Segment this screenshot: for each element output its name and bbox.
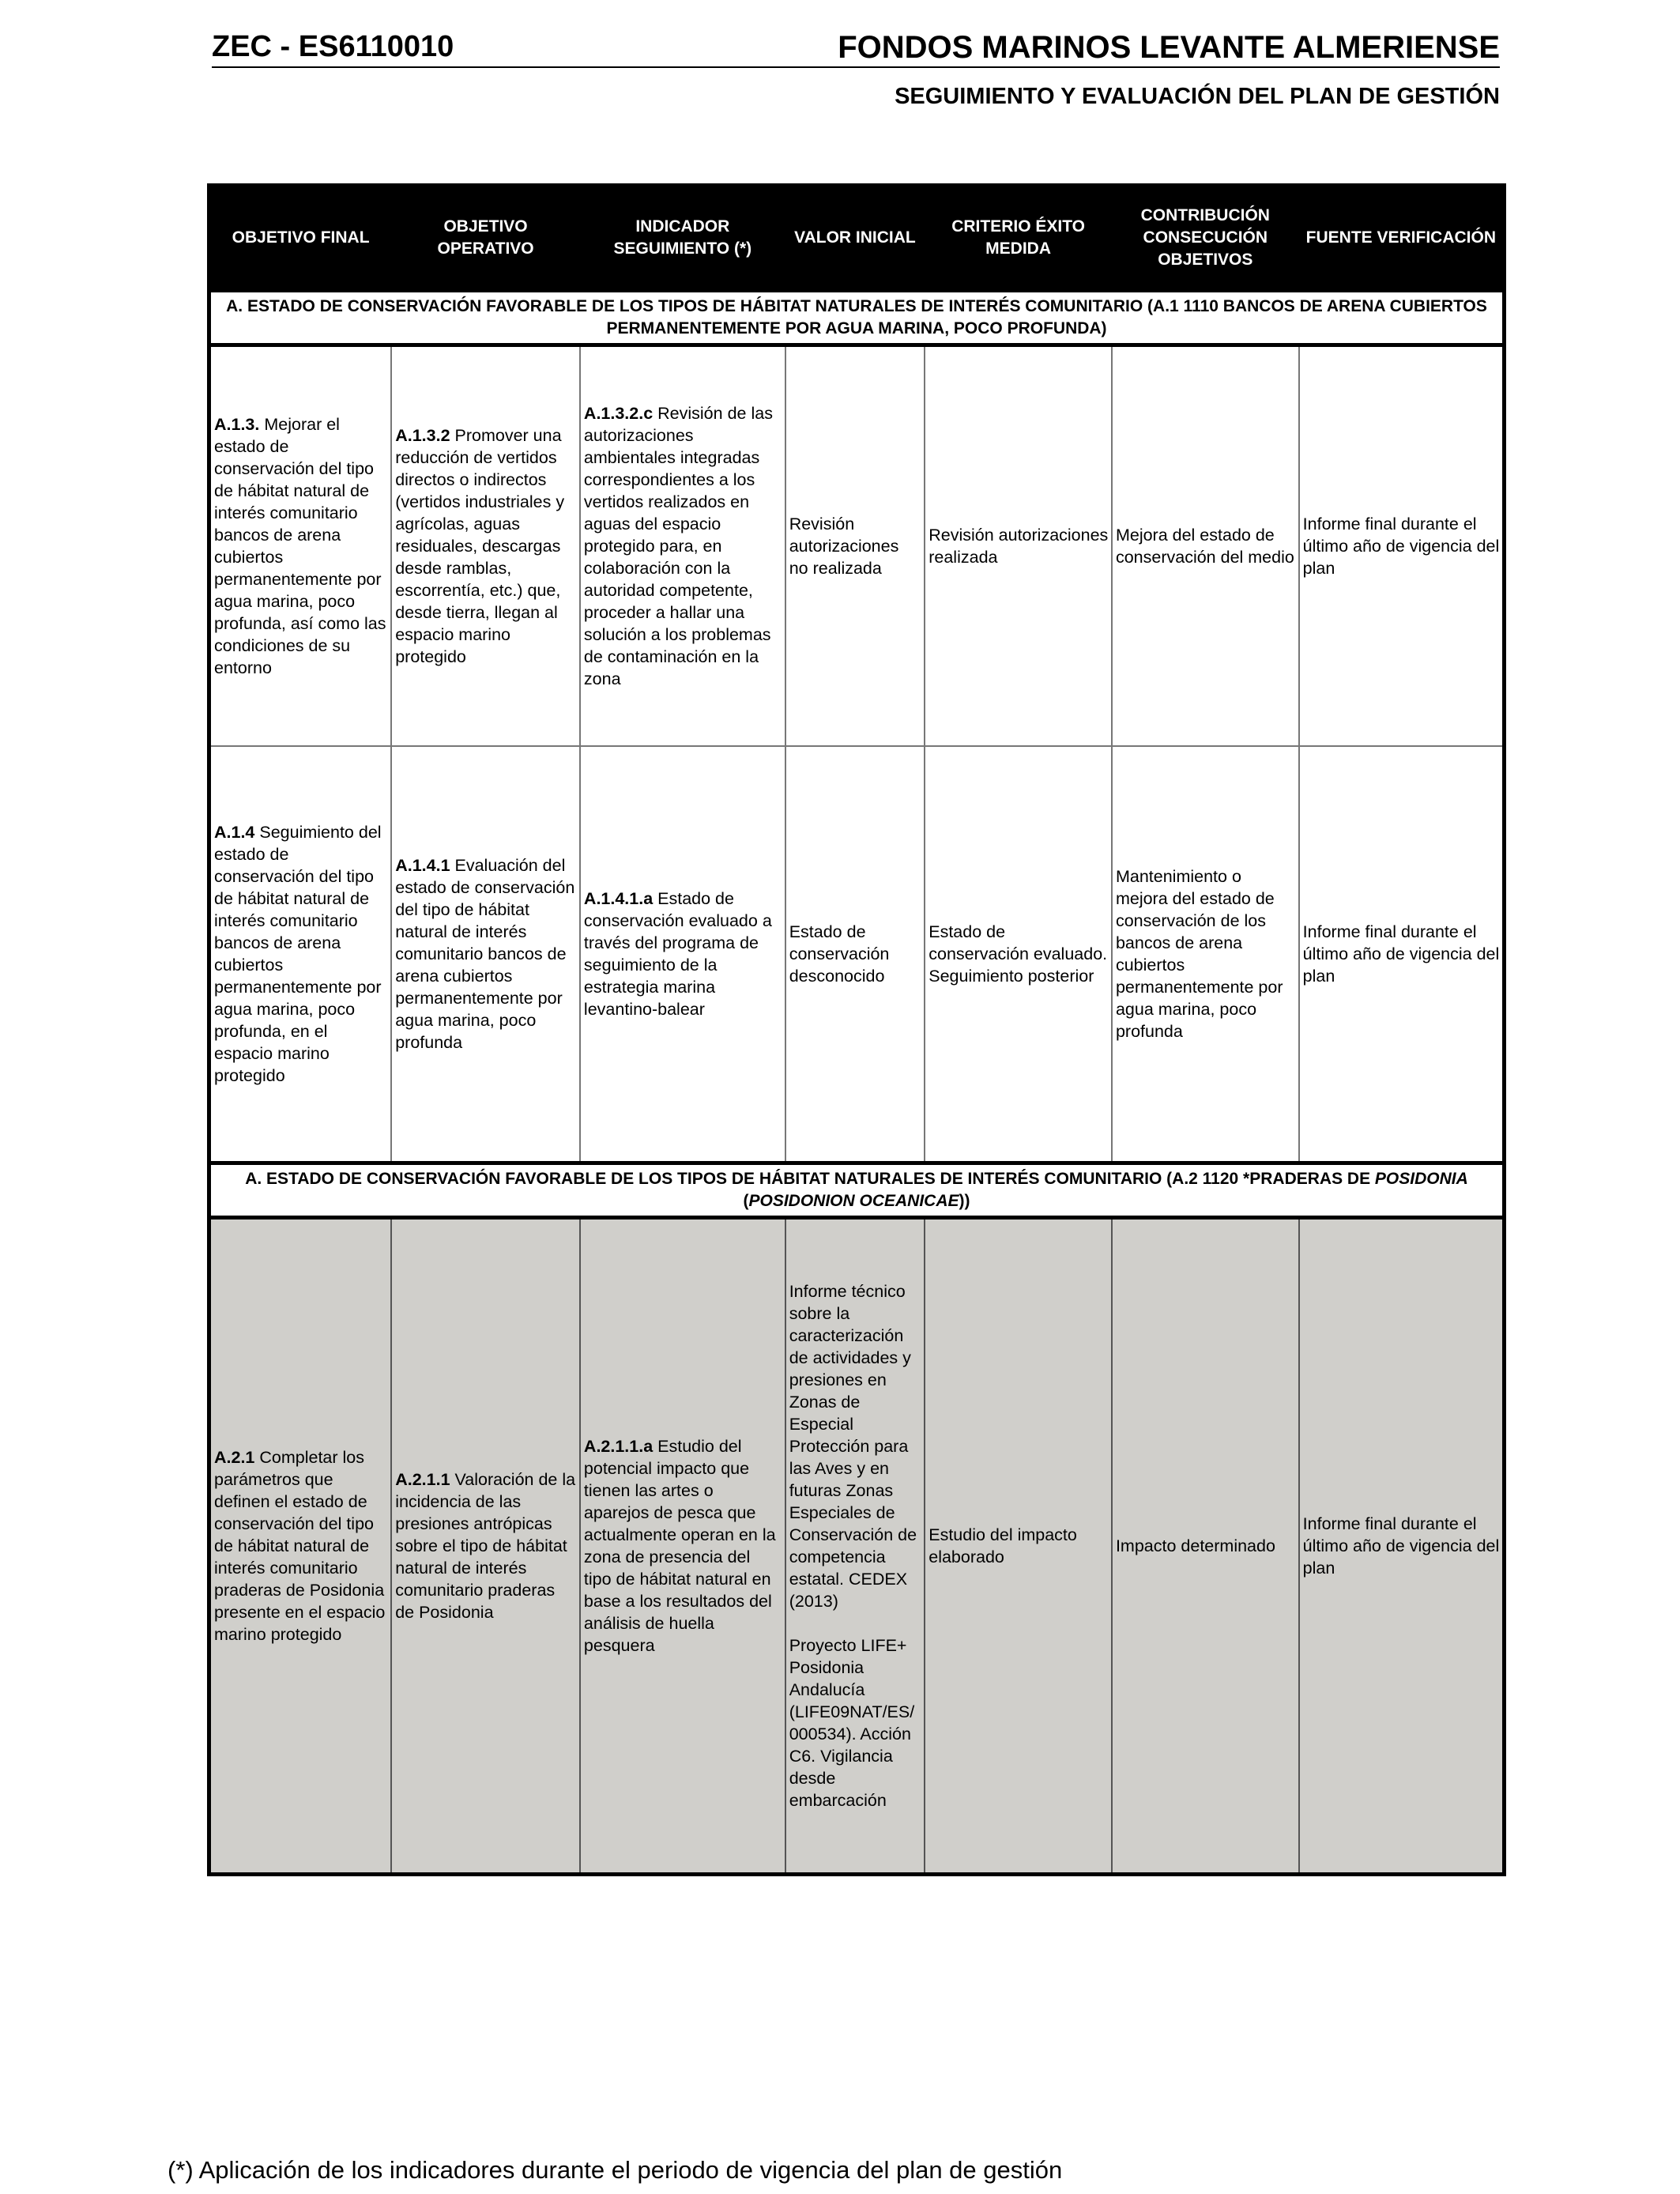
objetivo-operativo-cell bbox=[391, 345, 580, 747]
table-row bbox=[209, 345, 1505, 747]
objetivo-final-cell bbox=[209, 1218, 392, 1875]
objective-code: A.1.4 bbox=[214, 823, 255, 842]
objective-text: Seguimiento del estado de conservación del tipo de hábitat natural de interés comunitario bancos de arena cubiertos permanentemente por agua marina, poco profunda, en el espacio marino protegido bbox=[214, 823, 382, 1085]
valor-inicial-cell bbox=[785, 1218, 925, 1875]
objective-text: Mejorar el estado de conservación del tipo de hábitat natural de interés comunitario bancos de arena cubiertos permanentemente por agua marina, poco profunda, así como las condiciones de su entorno bbox=[214, 415, 386, 677]
table-row bbox=[209, 746, 1505, 1163]
contribucion-cell: Impacto determinado bbox=[1112, 1218, 1299, 1875]
fuente-cell: Informe final durante el último año de vigencia del plan bbox=[1299, 345, 1505, 747]
column-header: CRITERIO ÉXITO MEDIDA bbox=[925, 186, 1112, 291]
operative-text: Valoración de la incidencia de las presiones antrópicas sobre el tipo de hábitat natural de interés comunitario praderas de Posidonia bbox=[395, 1470, 576, 1622]
monitoring-table bbox=[207, 183, 1506, 1876]
criterio-cell: Estudio del impacto elaborado bbox=[925, 1218, 1112, 1875]
header-rule bbox=[212, 66, 1500, 68]
site-code: ZEC - ES6110010 bbox=[212, 30, 454, 63]
contribucion-cell: Mantenimiento o mejora del estado de conservación de los bancos de arena cubiertos permanentemente por agua marina, poco profunda bbox=[1112, 746, 1299, 1163]
operative-code: A.1.3.2 bbox=[395, 426, 450, 445]
indicator-text: Estado de conservación evaluado a través del programa de seguimiento de la estrategia marina levantino-balear bbox=[583, 889, 772, 1019]
objective-text: Completar los parámetros que definen el estado de conservación del tipo de hábitat natural de interés comunitario praderas de Posidonia presente en el espacio marino protegido bbox=[214, 1448, 386, 1644]
operative-code: A.2.1.1 bbox=[395, 1470, 450, 1489]
indicador-cell bbox=[580, 345, 785, 747]
table-row bbox=[209, 1218, 1505, 1875]
fuente-cell: Informe final durante el último año de vigencia del plan bbox=[1299, 746, 1505, 1163]
section-title bbox=[209, 1163, 1505, 1218]
column-header: CONTRIBUCIÓN CONSECUCIÓN OBJETIVOS bbox=[1112, 186, 1299, 291]
section-title-part: ( bbox=[743, 1192, 749, 1210]
criterio-cell: Estado de conservación evaluado. Seguimiento posterior bbox=[925, 746, 1112, 1163]
operative-text: Evaluación del estado de conservación del tipo de hábitat natural de interés comunitario bancos de arena cubiertos permanentemente por agua marina, poco profunda bbox=[395, 856, 575, 1052]
section-title-italic: POSIDONIA bbox=[1374, 1170, 1468, 1188]
indicator-code: A.2.1.1.a bbox=[583, 1437, 654, 1456]
column-header: FUENTE VERIFICACIÓN bbox=[1299, 186, 1505, 291]
column-header: VALOR INICIAL bbox=[785, 186, 925, 291]
contribucion-cell: Mejora del estado de conservación del medio bbox=[1112, 345, 1299, 747]
objetivo-final-cell bbox=[209, 746, 392, 1163]
valor-inicial-cell: Revisión autorizaciones no realizada bbox=[785, 345, 925, 747]
column-header: INDICADOR SEGUIMIENTO (*) bbox=[580, 186, 785, 291]
valor-inicial-text: Informe técnico sobre la caracterización de actividades y presiones en Zonas de Especial Protección para las Aves y en futuras Zonas Especiales de Conservación de competencia estatal. CEDEX (2013) bbox=[789, 1282, 917, 1611]
valor-inicial-cell: Estado de conservación desconocido bbox=[785, 746, 925, 1163]
indicador-cell bbox=[580, 1218, 785, 1875]
section-title-italic: POSIDONION OCEANICAE bbox=[748, 1192, 959, 1210]
objective-code: A.2.1 bbox=[214, 1448, 255, 1467]
fuente-cell: Informe final durante el último año de vigencia del plan bbox=[1299, 1218, 1505, 1875]
document-subtitle: SEGUIMIENTO Y EVALUACIÓN DEL PLAN DE GESTIÓN bbox=[895, 84, 1500, 109]
section-header-row bbox=[209, 291, 1505, 345]
criterio-cell: Revisión autorizaciones realizada bbox=[925, 345, 1112, 747]
indicator-text: Estudio del potencial impacto que tienen las artes o aparejos de pesca que actualmente operan en la zona de presencia del tipo de hábitat natural en base a los resultados del análisis de huella pesquera bbox=[583, 1437, 776, 1655]
objective-code: A.1.3. bbox=[214, 415, 260, 434]
indicator-text: Revisión de las autorizaciones ambientales integradas correspondientes a los vertidos realizados en aguas del espacio protegido para, en colaboración con la autoridad competente, proceder a hallar una solución a los problemas de contaminación en la zona bbox=[583, 404, 773, 688]
section-title-part: A. ESTADO DE CONSERVACIÓN FAVORABLE DE LOS TIPOS DE HÁBITAT NATURALES DE INTERÉS COMUNITARIO (A.2 1120 *PRADERAS DE bbox=[245, 1170, 1375, 1188]
indicador-cell bbox=[580, 746, 785, 1163]
section-title: A. ESTADO DE CONSERVACIÓN FAVORABLE DE LOS TIPOS DE HÁBITAT NATURALES DE INTERÉS COMUNITARIO (A.1 1110 BANCOS DE ARENA CUBIERTOS PERMANENTEMENTE POR AGUA MARINA, POCO PROFUNDA) bbox=[209, 291, 1505, 345]
operative-code: A.1.4.1 bbox=[395, 856, 450, 875]
indicator-code: A.1.4.1.a bbox=[583, 889, 654, 908]
section-title-part: )) bbox=[959, 1192, 970, 1210]
objetivo-final-cell bbox=[209, 345, 392, 747]
site-name: FONDOS MARINOS LEVANTE ALMERIENSE bbox=[838, 30, 1500, 65]
section-header-row bbox=[209, 1163, 1505, 1218]
table-header-row bbox=[209, 186, 1505, 291]
footnote: (*) Aplicación de los indicadores durante el periodo de vigencia del plan de gestión bbox=[168, 2156, 1063, 2184]
valor-inicial-text-2: Proyecto LIFE+ Posidonia Andalucía (LIFE09NAT/ES/ 000534). Acción C6. Vigilancia desde embarcación bbox=[789, 1636, 915, 1810]
column-header: OBJETIVO OPERATIVO bbox=[391, 186, 580, 291]
indicator-code: A.1.3.2.c bbox=[583, 404, 654, 423]
operative-text: Promover una reducción de vertidos directos o indirectos (vertidos industriales y agrícolas, aguas residuales, descargas desde ramblas, escorrentía, etc.) que, desde tierra, llegan al espacio marino protegido bbox=[395, 426, 565, 666]
objetivo-operativo-cell bbox=[391, 746, 580, 1163]
column-header: OBJETIVO FINAL bbox=[209, 186, 392, 291]
objetivo-operativo-cell bbox=[391, 1218, 580, 1875]
